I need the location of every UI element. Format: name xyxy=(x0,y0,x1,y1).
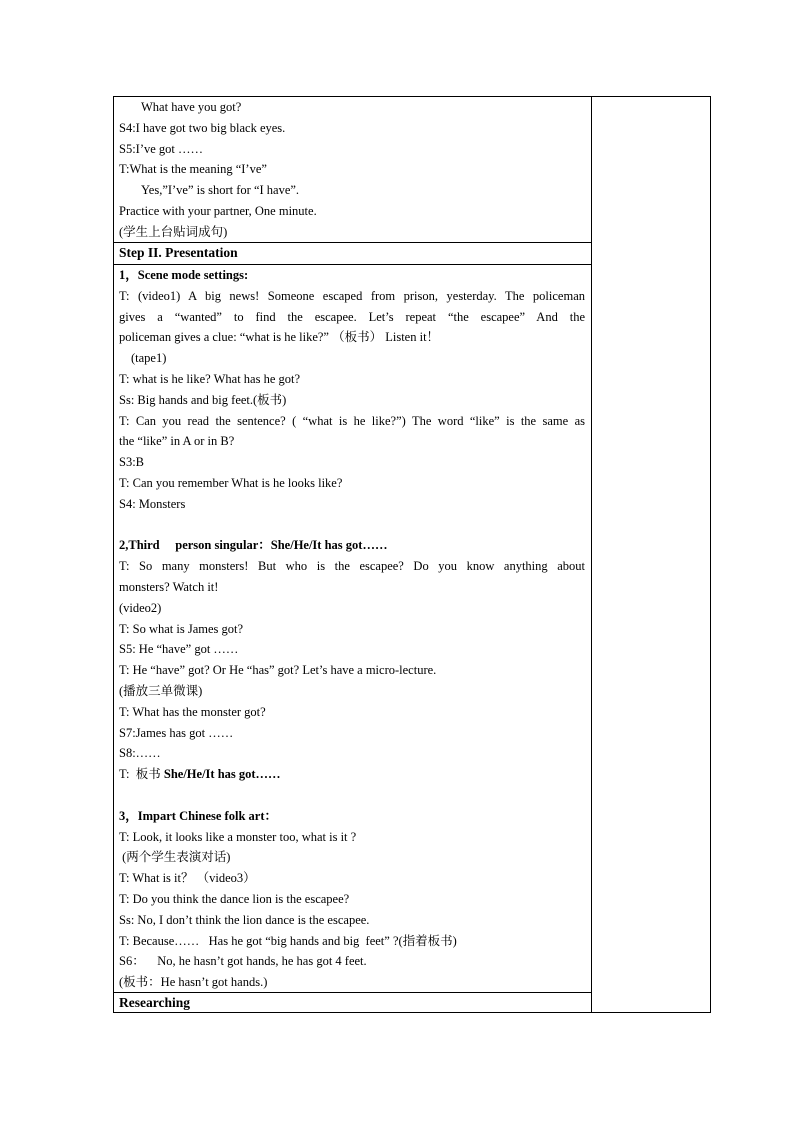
text-line: T: What is it？ （video3） xyxy=(119,871,256,886)
text-line: T: He “have” got? Or He “has” got? Let’s have a micro-lecture. xyxy=(119,663,437,678)
text-line: T: So many monsters! But who is the escapee? Do you know anything about xyxy=(119,559,585,574)
text-line: Yes,”I’ve” is short for “I have”. xyxy=(141,183,300,198)
text-line: (两个学生表演对话) xyxy=(119,850,231,865)
text-line: T:What is the meaning “I’ve” xyxy=(119,162,267,177)
top-cell xyxy=(119,97,585,243)
text-line: S4: Monsters xyxy=(119,496,186,511)
text-line: Ss: Big hands and big feet.(板书) xyxy=(119,392,287,407)
presentation-cell xyxy=(119,265,585,993)
board-prefix: T: 板书 xyxy=(119,767,164,782)
text-line: (播放三单微课) xyxy=(119,683,203,698)
text-line: S7:James has got …… xyxy=(119,725,234,740)
text-line: policeman gives a clue: “what is he like?” （板书） Listen it！ xyxy=(119,330,440,345)
text-line: T: So what is James got? xyxy=(119,621,244,636)
text-line: gives a “wanted” to find the escapee. Let’s repeat “the escapee” And the xyxy=(119,309,585,324)
board-sentence: She/He/It has got…… xyxy=(163,767,281,782)
text-line: T: Can you remember What is he looks like? xyxy=(119,475,343,490)
text-line: (板书：He hasn’t got hands.) xyxy=(119,975,268,990)
step-title: Step II. Presentation xyxy=(119,245,238,260)
text-line: T: Because…… Has he got “big hands and big feet” ?(指着板书) xyxy=(119,933,457,948)
spacer xyxy=(119,515,585,536)
text-line: T: Look, it looks like a monster too, what is it ? xyxy=(119,829,357,844)
text-line: S5:I’ve got …… xyxy=(119,141,204,156)
section-heading: 1，Scene mode settings: xyxy=(119,268,249,282)
text-line: the “like” in A or in B? xyxy=(119,434,235,449)
column-divider xyxy=(591,96,592,1013)
text-line: T: What has the monster got? xyxy=(119,704,266,719)
text-line: S4:I have got two big black eyes. xyxy=(119,120,286,135)
text-line: Ss: No, I don’t think the lion dance is the escapee. xyxy=(119,912,370,927)
text-line: T: (video1) A big news! Someone escaped from prison, yesterday. The policeman xyxy=(119,288,585,303)
text-line: T: Do you think the dance lion is the escapee? xyxy=(119,891,350,906)
researching-title: Researching xyxy=(119,995,190,1010)
text-line: (video2) xyxy=(119,600,162,615)
text-line: (tape1) xyxy=(131,351,167,366)
researching-cell xyxy=(119,993,585,1014)
text-line: S5: He “have” got …… xyxy=(119,642,239,657)
step-title-cell xyxy=(119,243,585,264)
text-line: Practice with your partner, One minute. xyxy=(119,203,317,218)
text-line: monsters? Watch it! xyxy=(119,579,219,594)
section-heading: 2,Third person singular：She/He/It has got…… xyxy=(119,538,388,553)
text-line: T: what is he like? What has he got? xyxy=(119,371,301,386)
section-heading: 3，Impart Chinese folk art： xyxy=(119,808,277,823)
text-line: T: Can you read the sentence? ( “what is he like?”) The word “like” is the same as xyxy=(119,413,585,428)
text-line: S8:…… xyxy=(119,746,161,761)
text-line: (学生上台贴词成句) xyxy=(119,224,228,239)
spacer xyxy=(119,785,585,806)
text-line xyxy=(119,764,585,785)
text-line: S3:B xyxy=(119,455,145,470)
text-line: S6： No, he hasn’t got hands, he has got 4 feet. xyxy=(119,954,367,969)
text-line: What have you got? xyxy=(141,100,242,114)
